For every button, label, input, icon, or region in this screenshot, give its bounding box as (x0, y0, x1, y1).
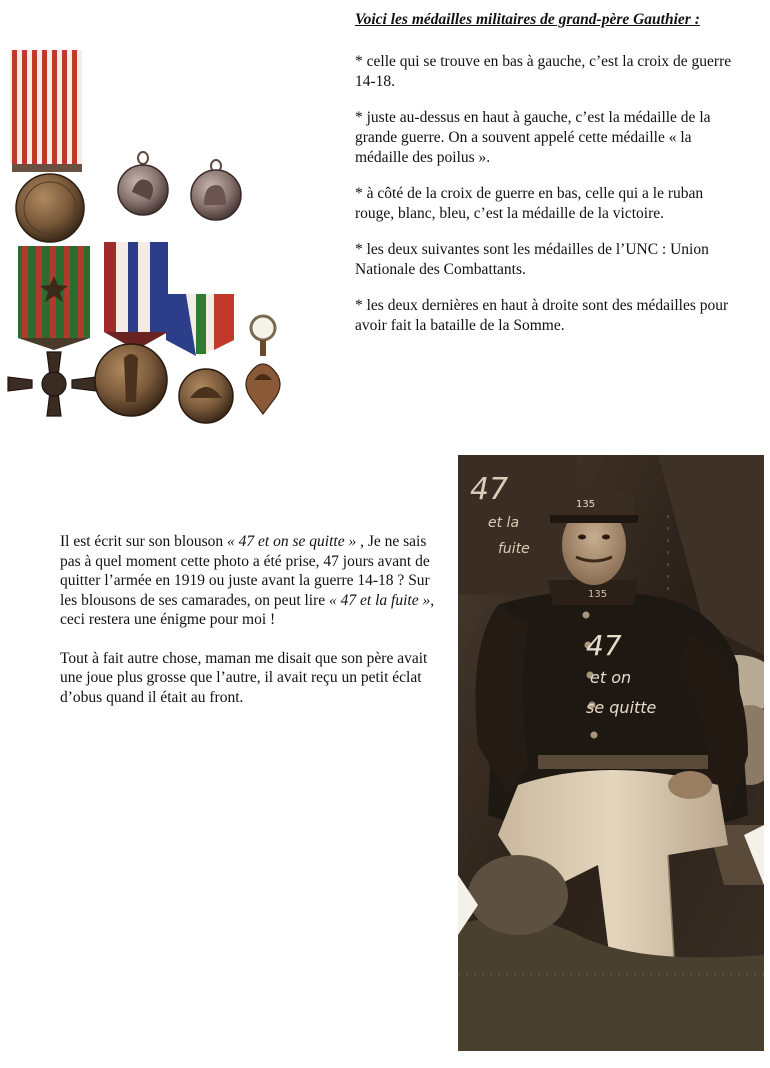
svg-text:se quitte: se quitte (586, 698, 657, 717)
unc-medal (166, 294, 234, 423)
medal-note: * les deux dernières en haut à droite sont des médailles pour avoir fait la bataille de la Somme. (355, 297, 729, 334)
story-text (60, 532, 450, 726)
svg-text:fuite: fuite (498, 541, 530, 557)
medal-note: * juste au-dessus en haut à gauche, c’est la médaille de la grande guerre. On a souvent appelé cette médaille « la médaille des poilus ». (355, 109, 711, 166)
story-text-segment: , Je ne sais pas à quel moment cette photo a été prise, 47 jours avant de quitter l’armée en 1919 ou juste avant la guerre 14-18 ? Sur les blousons de ses camarades, on peut lire (60, 533, 430, 609)
striped-ribbon (10, 50, 82, 164)
svg-text:47: 47 (470, 472, 509, 507)
collar-number: 135 (588, 589, 608, 600)
story-text-segment: , ceci restera une énigme pour moi ! (60, 591, 435, 628)
story-paragraph-2: Tout à fait autre chose, maman me disait que son père avait une joue plus grosse que l’autre, il avait reçu un petit éclat d’obus quand il était au front. (60, 649, 428, 706)
cap-number: 135 (576, 499, 596, 510)
comrades-quote: « 47 et la fuite » (329, 591, 431, 609)
story-text-segment: Il est écrit sur son blouson (60, 533, 228, 550)
medal-note: * les deux suivantes sont les médailles de l’UNC : Union Nationale des Combattants. (355, 241, 709, 278)
page-title: Voici les médailles militaires de grand-père Gauthier : (355, 11, 700, 28)
unc-pin (246, 316, 280, 414)
svg-text:47: 47 (586, 629, 622, 662)
victory-medal (95, 242, 168, 416)
somme-medal-helmet (118, 152, 168, 215)
medal-note: * celle qui se trouve en bas à gauche, c’est la croix de guerre 14-18. (355, 53, 732, 90)
medal-description (355, 10, 745, 352)
croix-de-guerre (8, 246, 96, 416)
soldier-photo (458, 455, 764, 1051)
somme-medal-portraits (191, 160, 241, 220)
great-war-medal (10, 50, 84, 242)
jacket-quote: « 47 et on se quitte » (227, 533, 357, 550)
medal-note: * à côté de la croix de guerre en bas, celle qui a le ruban rouge, blanc, bleu, c’est la médaille de la victoire. (355, 185, 704, 222)
svg-text:et la: et la (488, 515, 520, 531)
story-paragraph-1 (60, 532, 450, 630)
medals-photo (0, 40, 300, 430)
svg-text:et on: et on (590, 668, 632, 687)
